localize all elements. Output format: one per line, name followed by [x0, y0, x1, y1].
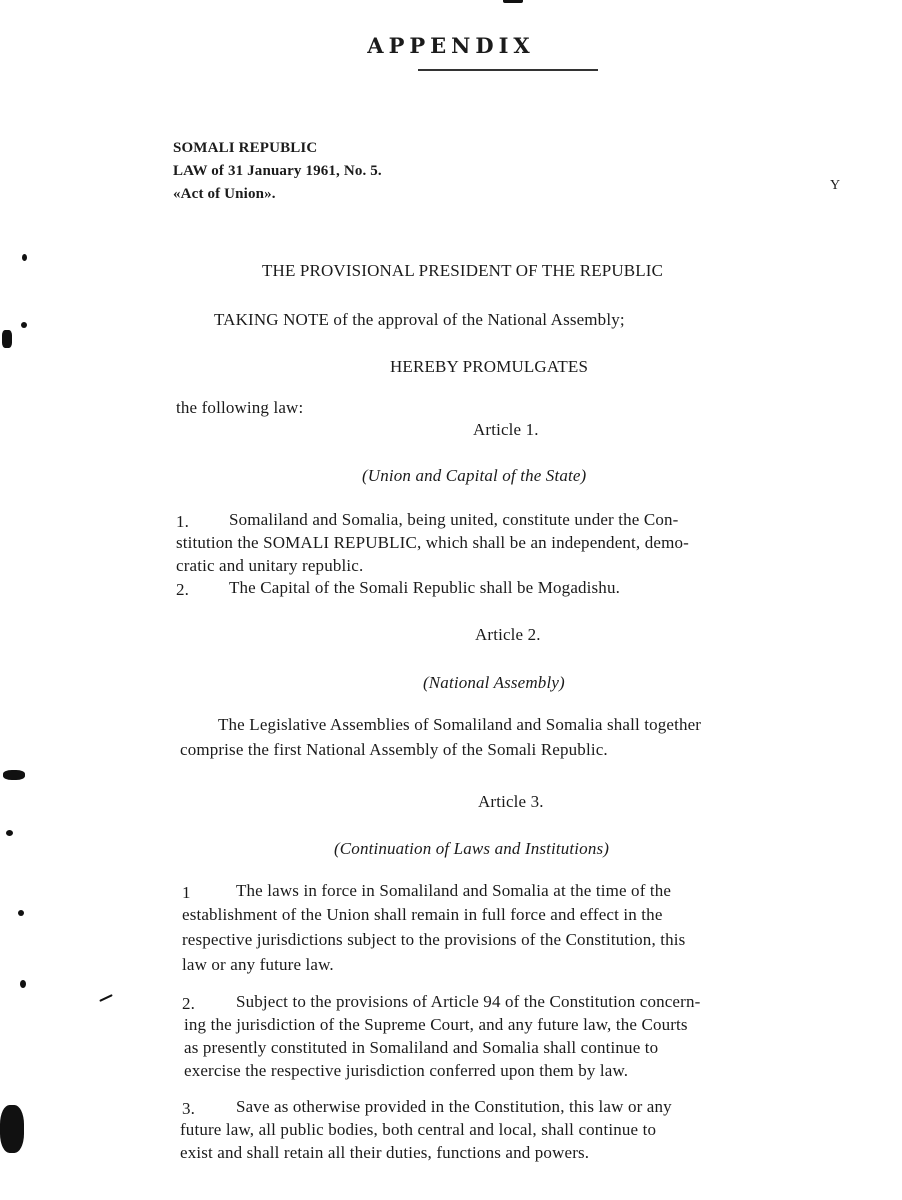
- scan-artifact: [6, 830, 13, 836]
- article-3-para-1-line: The laws in force in Somaliland and Somalia at the time of the: [236, 881, 672, 900]
- article-3-para-3-line: exist and shall retain all their duties, functions and powers.: [180, 1143, 590, 1162]
- article-3-para-3-number: 3.: [182, 1099, 196, 1118]
- preamble-promulgates: HEREBY PROMULGATES: [390, 357, 589, 376]
- article-3-subtitle: (Continuation of Laws and Institutions): [334, 839, 610, 858]
- article-3-para-1-line: law or any future law.: [182, 955, 334, 974]
- page-title: APPENDIX: [367, 33, 535, 58]
- article-1-subtitle: (Union and Capital of the State): [362, 466, 587, 485]
- article-2-para-line: comprise the first National Assembly of the Somali Republic.: [180, 740, 608, 759]
- article-3-para-2-line: exercise the respective jurisdiction conferred upon them by law.: [184, 1061, 629, 1080]
- article-2-heading: Article 2.: [475, 625, 541, 644]
- header-law: LAW of 31 January 1961, No. 5.: [173, 163, 382, 179]
- article-1-heading: Article 1.: [473, 420, 539, 439]
- article-3-para-1-line: establishment of the Union shall remain in full force and effect in the: [182, 905, 663, 924]
- article-3-heading: Article 3.: [478, 792, 544, 811]
- article-3-para-1-number: 1: [182, 883, 191, 902]
- scan-artifact: [20, 980, 26, 988]
- scan-artifact: [18, 910, 24, 916]
- article-1-para-1-number: 1.: [176, 512, 190, 531]
- article-1-para-1-line: stitution the SOMALI REPUBLIC, which shall be an independent, demo-: [176, 533, 689, 552]
- article-1-para-2-number: 2.: [176, 580, 190, 599]
- margin-mark: Y: [830, 178, 841, 193]
- scan-artifact: [99, 994, 113, 1002]
- header-country: SOMALI REPUBLIC: [173, 140, 318, 156]
- article-1-para-1-line: Somaliland and Somalia, being united, constitute under the Con-: [229, 510, 679, 529]
- scan-artifact: [22, 254, 27, 261]
- article-3-para-2-line: as presently constituted in Somaliland and Somalia shall continue to: [184, 1038, 659, 1057]
- title-underline: [418, 69, 598, 71]
- scan-artifact: [503, 0, 523, 3]
- article-3-para-1-line: respective jurisdictions subject to the provisions of the Constitution, this: [182, 930, 686, 949]
- article-3-para-2-line: Subject to the provisions of Article 94 of the Constitution concern-: [236, 992, 701, 1011]
- article-2-subtitle: (National Assembly): [423, 673, 565, 692]
- article-2-para-line: The Legislative Assemblies of Somaliland and Somalia shall together: [218, 715, 702, 734]
- preamble-taking-note: TAKING NOTE of the approval of the National Assembly;: [214, 310, 625, 329]
- article-1-para-1-line: cratic and unitary republic.: [176, 556, 364, 575]
- scan-artifact: [21, 322, 27, 328]
- scan-artifact: [3, 770, 25, 780]
- preamble-president: THE PROVISIONAL PRESIDENT OF THE REPUBLIC: [262, 261, 664, 280]
- article-3-para-3-line: future law, all public bodies, both central and local, shall continue to: [180, 1120, 657, 1139]
- article-3-para-2-line: ing the jurisdiction of the Supreme Court, and any future law, the Courts: [184, 1015, 688, 1034]
- scan-artifact: [2, 330, 12, 348]
- article-1-para-2-line: The Capital of the Somali Republic shall be Mogadishu.: [229, 578, 621, 597]
- header-act: «Act of Union».: [173, 186, 276, 202]
- article-3-para-3-line: Save as otherwise provided in the Constitution, this law or any: [236, 1097, 672, 1116]
- article-3-para-2-number: 2.: [182, 994, 196, 1013]
- scan-artifact: [0, 1105, 24, 1153]
- preamble-following-law: the following law:: [176, 398, 304, 417]
